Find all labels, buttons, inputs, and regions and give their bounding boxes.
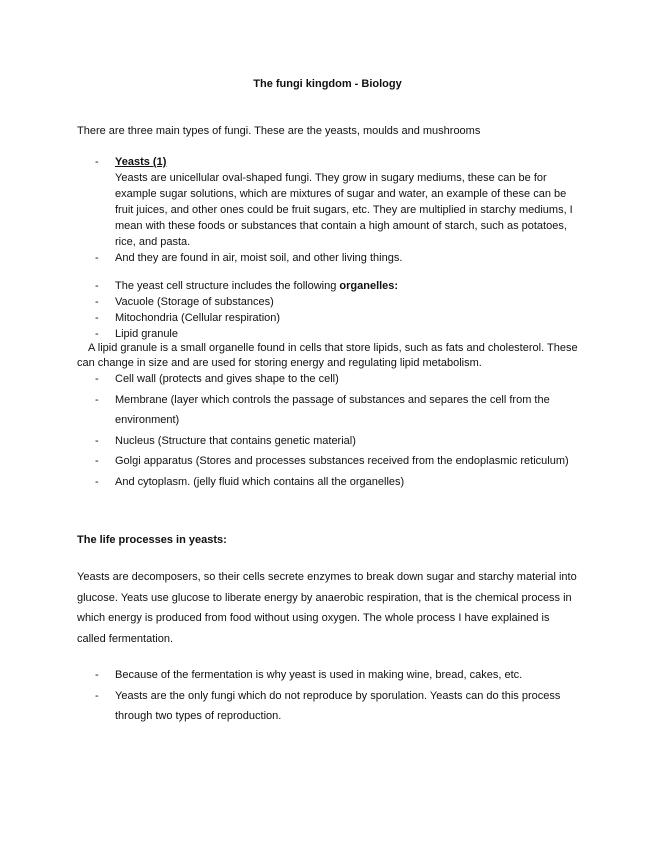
organelle-lipid-granule: Lipid granule bbox=[115, 328, 178, 340]
bullet-dash: - bbox=[95, 393, 99, 406]
yeasts-habitat: And they are found in air, moist soil, and other living things. bbox=[115, 252, 403, 264]
list-item bbox=[95, 665, 585, 686]
fermentation-uses: Because of the fermentation is why yeast is used in making wine, bread, cakes, etc. bbox=[115, 669, 523, 681]
final-list bbox=[95, 665, 585, 727]
list-item bbox=[95, 431, 585, 452]
organelle-cytoplasm: And cytoplasm. (jelly fluid which contains all the organelles) bbox=[115, 475, 405, 488]
list-item bbox=[95, 250, 585, 266]
organelle-mitochondria: Mitochondria (Cellular respiration) bbox=[115, 312, 281, 324]
intro-paragraph: There are three main types of fungi. These are the yeasts, moulds and mushrooms bbox=[77, 125, 481, 137]
bullet-dash: - bbox=[95, 252, 99, 264]
bullet-dash: - bbox=[95, 434, 99, 447]
document-title: The fungi kingdom - Biology bbox=[253, 78, 402, 90]
organelle-golgi: Golgi apparatus (Stores and processes substances received from the endoplasmic reticulum) bbox=[115, 455, 569, 467]
yeasts-heading: Yeasts (1) bbox=[115, 156, 167, 168]
bullet-dash: - bbox=[95, 689, 99, 702]
lipid-granule-note: A lipid granule is a small organelle found in cells that store lipids, such as fats and cholesterol. These can change in size and are used for storing energy and regulating lipid metabolism. bbox=[77, 342, 578, 369]
life-processes-paragraph: Yeasts are decomposers, so their cells secrete enzymes to break down sugar and starchy material into glucose. Yeats use glucose to liberate energy by anaerobic respiration, that is the chemical process in which energy is produced from food without using oxygen. The whole process I have explained is called fermentation. bbox=[77, 571, 577, 645]
list-item bbox=[95, 451, 585, 472]
list-item bbox=[95, 278, 585, 294]
organelles-intro-bold: organelles: bbox=[339, 280, 399, 292]
list-item bbox=[95, 154, 585, 250]
yeasts-description: Yeasts are unicellular oval-shaped fungi. They grow in sugary mediums, these can be for example sugar solutions, which are mixtures of sugar and water, an example of these can be fruit juices, and other ones could be fruit sugars, etc. They are multiplied in starchy mediums, I mean with these foods or substances that contain a high amount of starch, such as potatoes, rice, and pasta. bbox=[115, 172, 573, 248]
bullet-dash: - bbox=[95, 312, 99, 324]
list-item bbox=[95, 294, 585, 310]
bullet-dash: - bbox=[95, 280, 99, 292]
list-item bbox=[95, 390, 585, 431]
bullet-dash: - bbox=[95, 455, 99, 467]
bullet-dash: - bbox=[95, 475, 99, 488]
list-item bbox=[95, 326, 585, 342]
list-item bbox=[95, 686, 585, 727]
organelle-membrane: Membrane (layer which controls the passage of substances and separes the cell from the environment) bbox=[115, 393, 550, 426]
organelles-list bbox=[95, 278, 585, 342]
life-processes-heading: The life processes in yeasts: bbox=[77, 534, 227, 546]
list-item bbox=[95, 369, 585, 390]
bullet-dash: - bbox=[95, 296, 99, 308]
bullet-dash: - bbox=[95, 156, 99, 168]
organelle-nucleus: Nucleus (Structure that contains genetic material) bbox=[115, 434, 356, 447]
organelle-vacuole: Vacuole (Storage of substances) bbox=[115, 296, 274, 308]
bullet-dash: - bbox=[95, 669, 99, 681]
list-item bbox=[95, 472, 585, 493]
yeast-reproduction: Yeasts are the only fungi which do not reproduce by sporulation. Yeasts can do this process through two types of reproduction. bbox=[115, 689, 561, 722]
bullet-dash: - bbox=[95, 328, 99, 340]
yeasts-list bbox=[95, 154, 585, 266]
bullet-dash: - bbox=[95, 373, 99, 385]
list-item bbox=[95, 310, 585, 326]
organelle-cell-wall: Cell wall (protects and gives shape to the cell) bbox=[115, 373, 339, 385]
organelles-intro-text: The yeast cell structure includes the following bbox=[115, 280, 340, 292]
organelles-list-continued bbox=[95, 369, 585, 492]
